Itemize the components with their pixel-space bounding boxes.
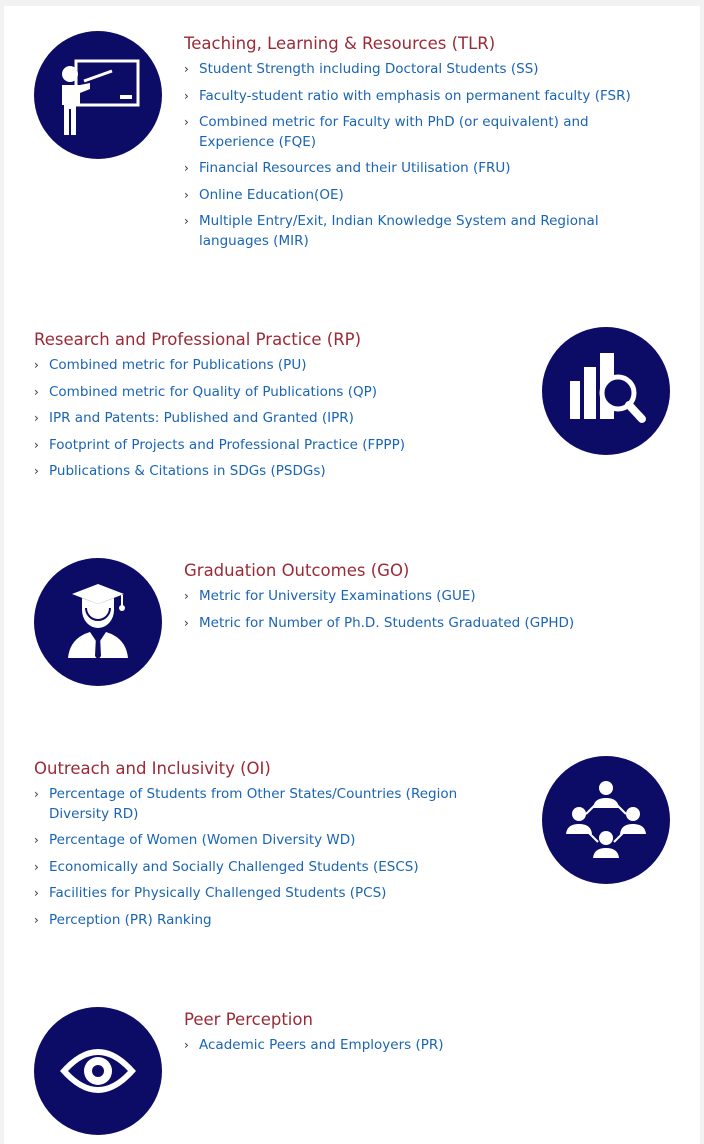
section-rp <box>34 330 504 489</box>
list-item[interactable]: › Economically and Socially Challenged Students (ESCS) <box>34 858 504 878</box>
chevron-right-icon: › <box>184 615 189 630</box>
chevron-right-icon: › <box>184 161 189 175</box>
list-item[interactable]: › Online Education(OE) <box>184 186 664 206</box>
list-item[interactable]: › Combined metric for Faculty with PhD (or equivalent) and Experience (FQE) <box>184 114 589 150</box>
chevron-right-icon: › <box>184 187 189 202</box>
section-peer-perception <box>184 1010 664 1063</box>
section-go <box>184 561 664 640</box>
chevron-right-icon: › <box>34 437 39 452</box>
list-item[interactable]: › Academic Peers and Employers (PR) <box>184 1036 664 1056</box>
chevron-right-icon: › <box>34 859 39 874</box>
chevron-right-icon: › <box>34 787 39 801</box>
section-tlr <box>184 34 664 258</box>
item-list <box>184 60 664 251</box>
criteria-page <box>4 6 700 1144</box>
item-list <box>184 1036 664 1056</box>
chevron-right-icon: › <box>34 411 39 425</box>
chevron-right-icon: › <box>184 62 189 76</box>
chevron-right-icon: › <box>184 88 189 103</box>
item-list <box>184 587 664 633</box>
list-item[interactable]: › Multiple Entry/Exit, Indian Knowledge System and Regional languages (MIR) <box>184 213 599 249</box>
list-item[interactable]: › IPR and Patents: Published and Granted (IPR) <box>34 409 504 429</box>
list-item[interactable]: › Combined metric for Quality of Publications (QP) <box>34 383 504 403</box>
item-list <box>34 785 504 930</box>
list-item[interactable]: › Perception (PR) Ranking <box>34 911 504 931</box>
chevron-right-icon: › <box>184 115 189 129</box>
research-chart-icon <box>542 327 670 455</box>
chevron-right-icon: › <box>34 384 39 399</box>
list-item[interactable]: › Percentage of Women (Women Diversity WD) <box>34 831 504 851</box>
list-item[interactable]: › Faculty-student ratio with emphasis on permanent faculty (FSR) <box>184 87 664 107</box>
section-title: Teaching, Learning & Resources (TLR) <box>184 34 496 53</box>
chevron-right-icon: › <box>184 214 189 228</box>
list-item[interactable]: › Footprint of Projects and Professional Practice (FPPP) <box>34 436 504 456</box>
people-network-icon <box>542 756 670 884</box>
list-item[interactable]: › Metric for Number of Ph.D. Students Graduated (GPHD) <box>184 614 664 634</box>
chevron-right-icon: › <box>184 1038 189 1052</box>
chevron-right-icon: › <box>34 833 39 847</box>
list-item[interactable]: › Publications & Citations in SDGs (PSDGs) <box>34 462 504 482</box>
chevron-right-icon: › <box>34 358 39 372</box>
chevron-right-icon: › <box>34 886 39 900</box>
section-title: Peer Perception <box>184 1010 313 1029</box>
list-item[interactable]: › Student Strength including Doctoral Students (SS) <box>184 60 664 80</box>
teacher-board-icon <box>34 31 162 159</box>
chevron-right-icon: › <box>184 589 189 603</box>
list-item[interactable]: › Metric for University Examinations (GUE) <box>184 587 664 607</box>
list-item[interactable]: › Percentage of Students from Other States/Countries (Region Diversity RD) <box>34 786 458 822</box>
chevron-right-icon: › <box>34 464 39 478</box>
graduate-icon <box>34 558 162 686</box>
eye-icon <box>34 1007 162 1135</box>
section-title: Research and Professional Practice (RP) <box>34 330 362 349</box>
list-item[interactable]: › Facilities for Physically Challenged Students (PCS) <box>34 884 504 904</box>
section-oi <box>34 759 504 937</box>
chevron-right-icon: › <box>34 912 39 927</box>
section-title: Outreach and Inclusivity (OI) <box>34 759 271 778</box>
section-title: Graduation Outcomes (GO) <box>184 561 410 580</box>
list-item[interactable]: › Combined metric for Publications (PU) <box>34 356 504 376</box>
item-list <box>34 356 504 482</box>
list-item[interactable]: › Financial Resources and their Utilisation (FRU) <box>184 159 664 179</box>
